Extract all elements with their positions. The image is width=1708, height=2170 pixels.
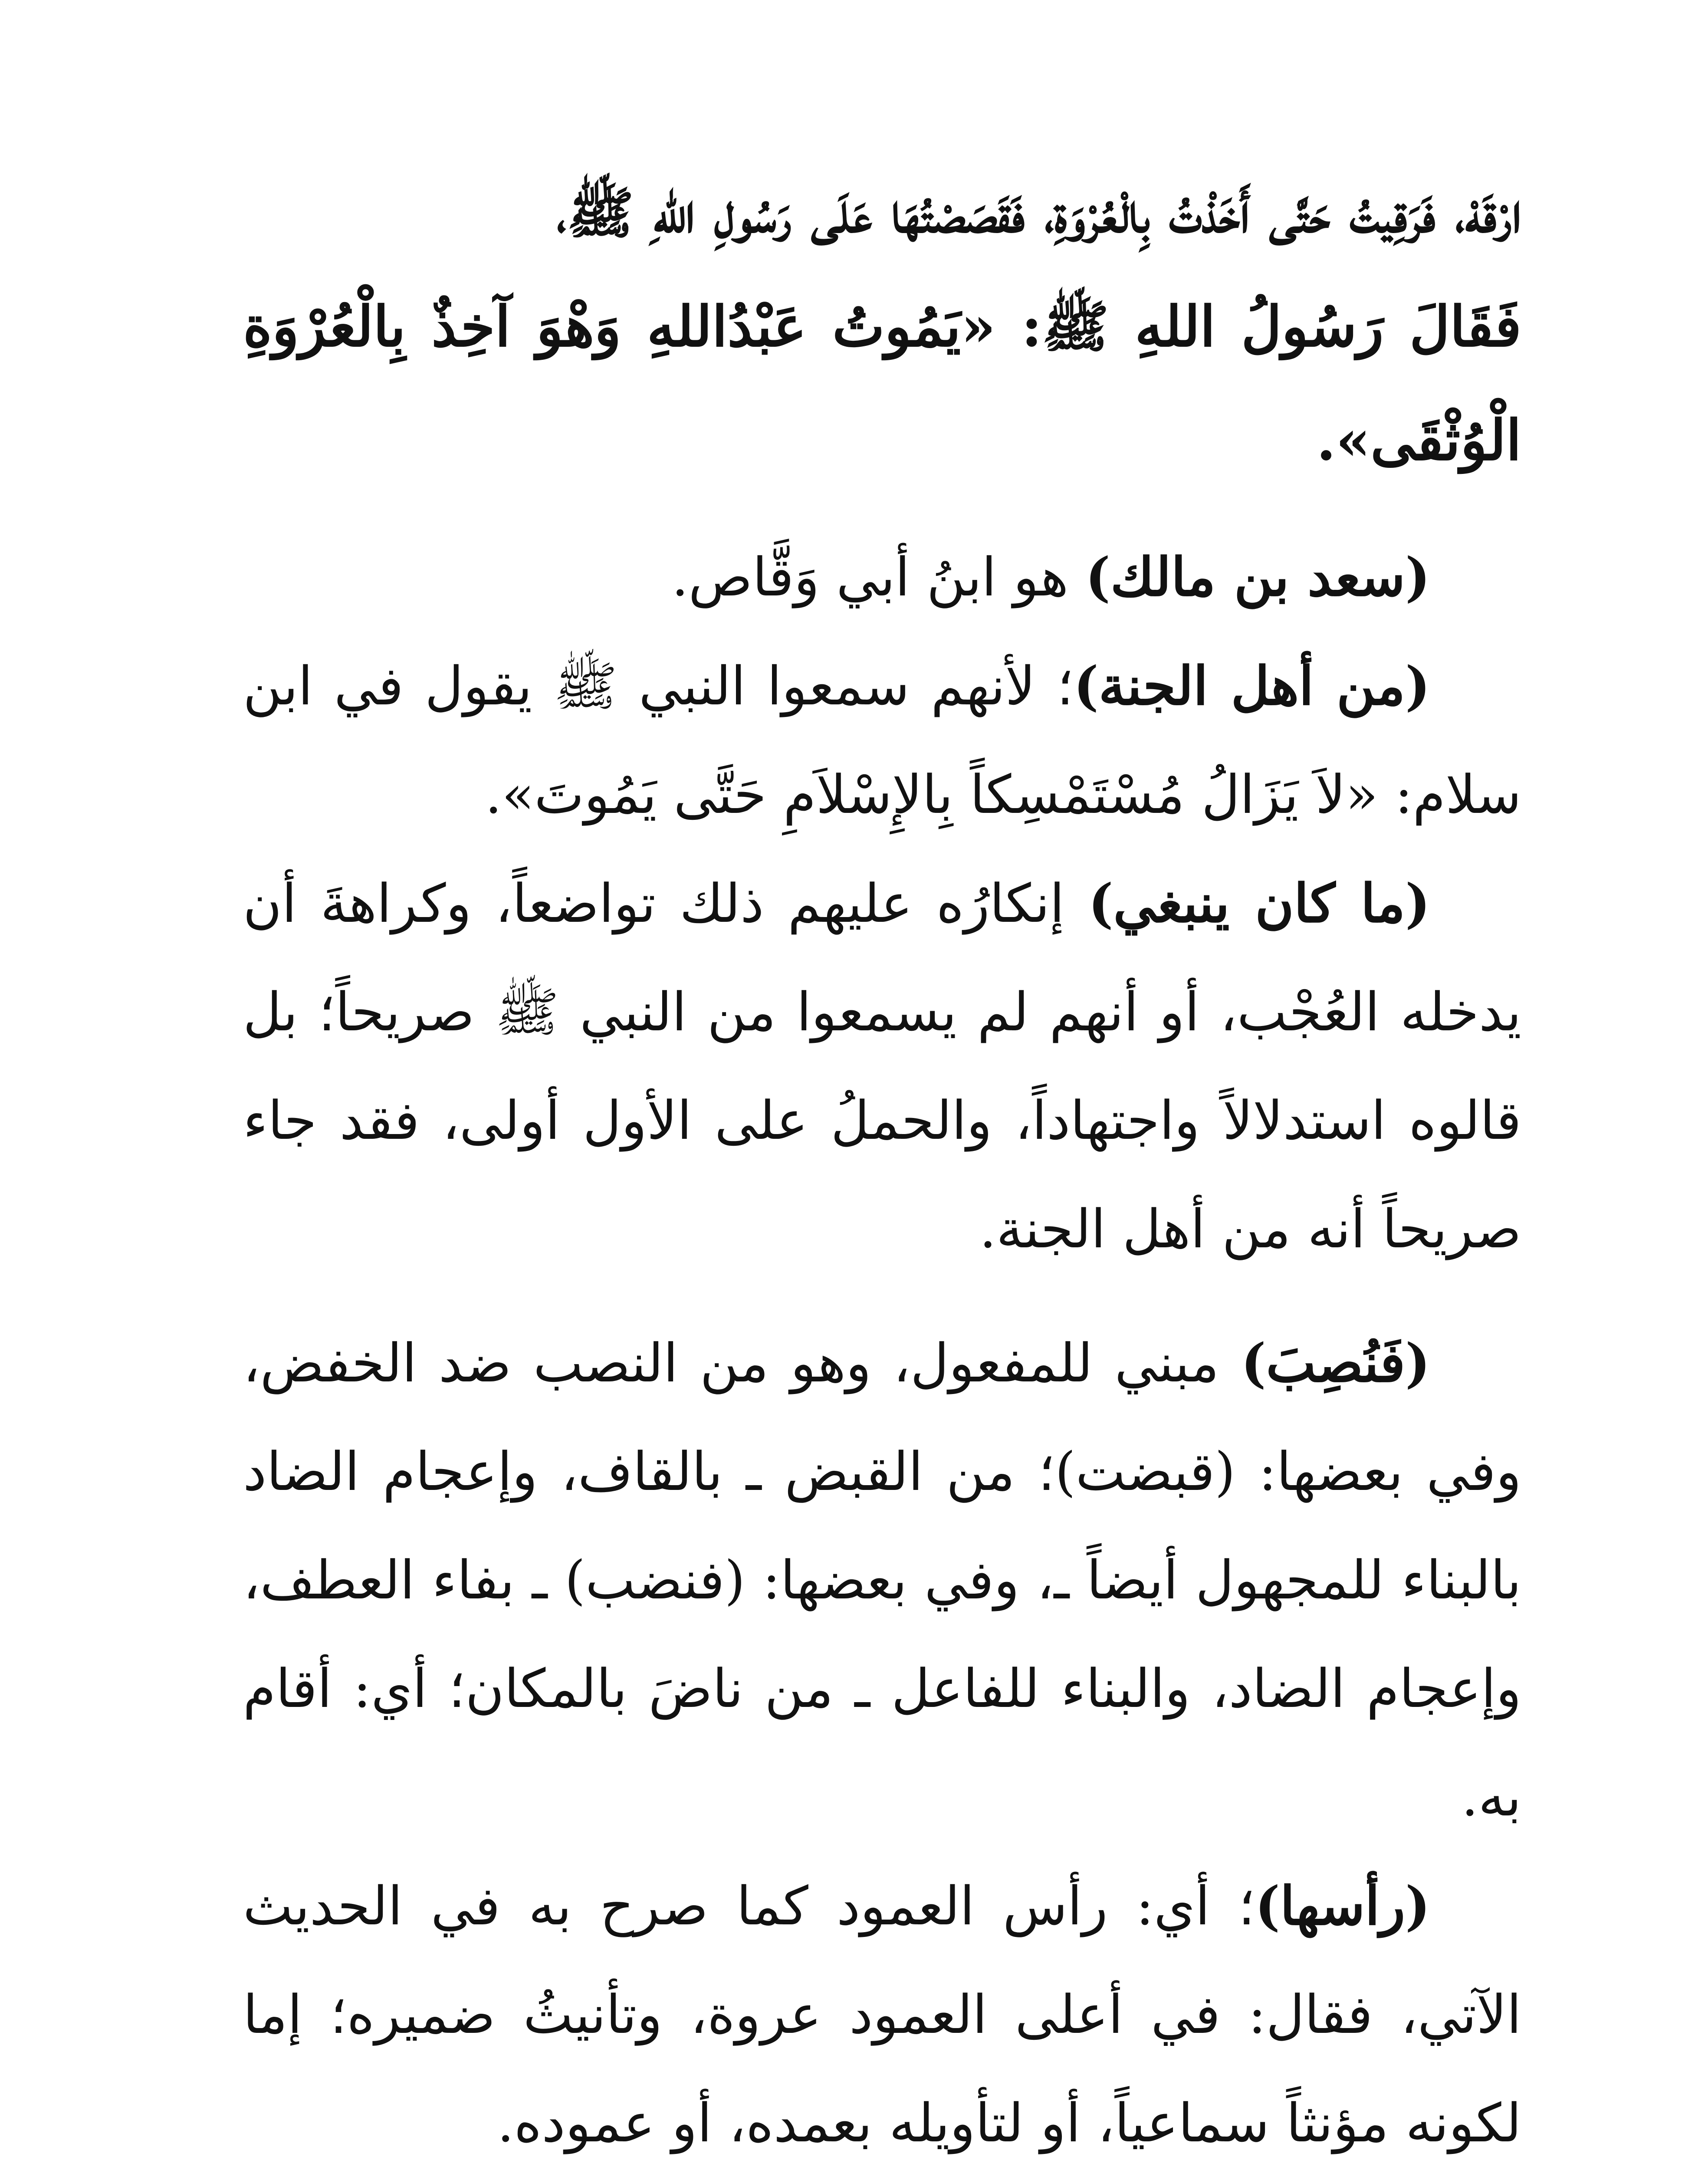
quote-line-1: ارْقَهْ، فَرَقِيتُ حَتَّى أَخَذْتُ بِالْعُرْوَةِ، فَقَصَصْتُهَا عَلَى رَسُولِ اللهِ ﷺ، [556, 181, 1521, 246]
note-term-4: (فَنُصِبَ) [1241, 1332, 1430, 1394]
note-text-2: ؛ لأنهم سمعوا النبي ﷺ يقول في ابن سلام: «لاَ يَزَالُ مُسْتَمْسِكاً بِالإِسْلاَمِ حَتَّى يَمُوتَ». [243, 655, 1521, 825]
note-paragraph-2 [243, 631, 1521, 849]
note-paragraph-1 [243, 523, 1521, 631]
page-text [243, 156, 1521, 2170]
note-term-1: (سعد بن مالك) [1085, 546, 1430, 608]
note-paragraph-4 [243, 1309, 1521, 1851]
note-paragraph-5 [243, 1851, 1521, 2170]
note-text-4: مبني للمفعول، وهو من النصب ضد الخفض، وفي بعضها: (قبضت)؛ من القبض ـ بالقاف، وإعجام الضاد بالبناء للمجهول أيضاً ـ، وفي بعضها: (فنضب) ـ بفاء العطف، وإعجام الضاد، والبناء للفاعل ـ من ناضَ بالمكان؛ أي: أقام به. [243, 1332, 1521, 1828]
note-text-1: هو ابنُ أبي وَقَّاص. [671, 546, 1086, 608]
note-paragraph-3 [243, 849, 1521, 1283]
note-text-3: إنكارُه عليهم ذلك تواضعاً، وكراهةَ أن يدخله العُجْب، أو أنهم لم يسمعوا من النبي ﷺ صريحاً؛ بل قالوه استدلالاً واجتهاداً، والحملُ على الأول أولى، فقد جاء صريحاً أنه من أهل الجنة. [243, 873, 1521, 1260]
quote-line-2: فَقَالَ رَسُولُ اللهِ ﷺ: «يَمُوتُ عَبْدُاللهِ وَهْوَ آخِذٌ بِالْعُرْوَةِ الْوُثْقَى». [243, 294, 1521, 473]
hadith-quote [243, 156, 1521, 497]
note-term-2: (من أهل الجنة) [1074, 654, 1430, 717]
note-term-3: (ما كان ينبغي) [1088, 872, 1431, 934]
note-text-5: ؛ أي: رأس العمود كما صرح به في الحديث الآتي، فقال: في أعلى العمود عروة، وتأنيثُ ضميره؛ إما لكونه مؤنثاً سماعياً، أو لتأويله بعمده، أو عموده. [243, 1875, 1521, 2154]
note-term-5: (رأسها) [1255, 1874, 1430, 1937]
